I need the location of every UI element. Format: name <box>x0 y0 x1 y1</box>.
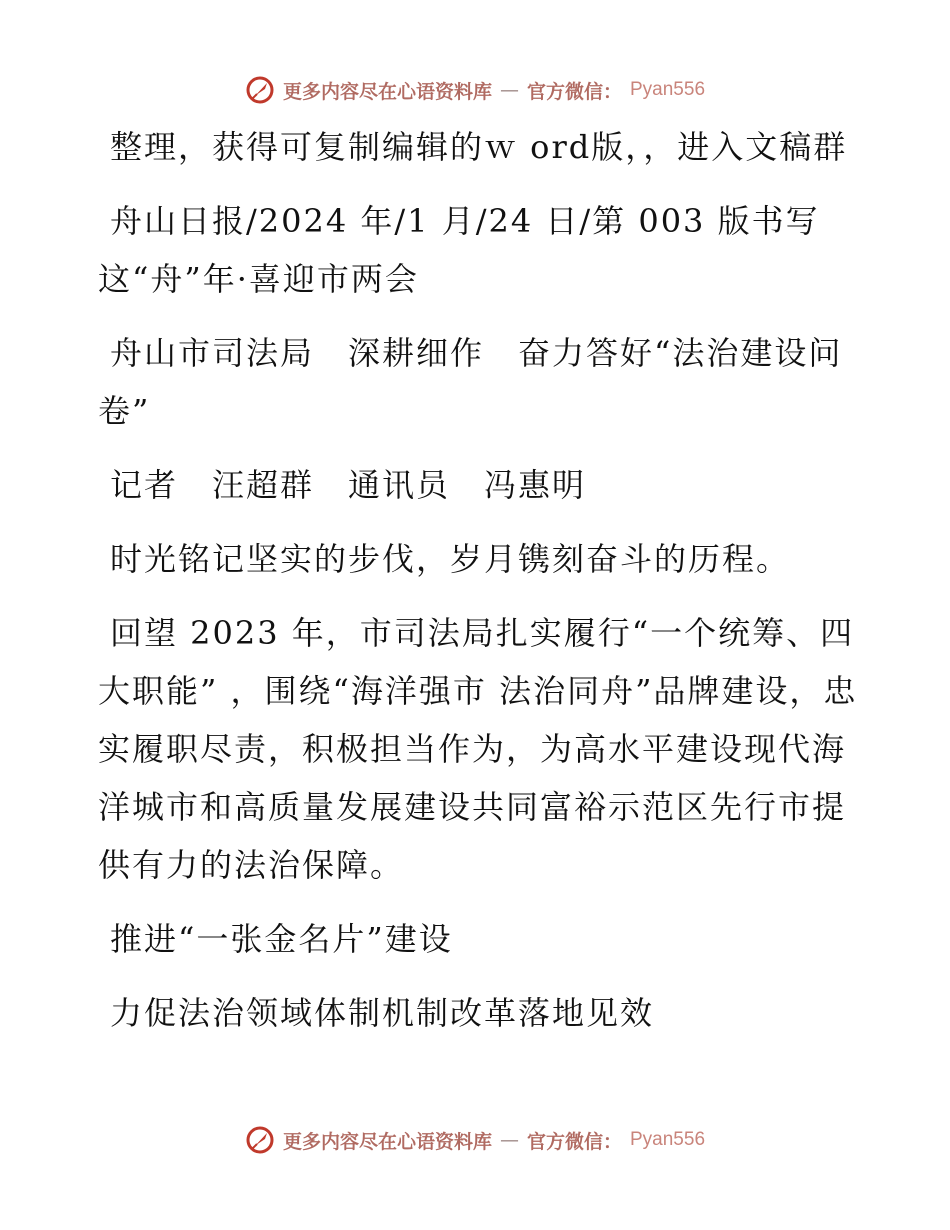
paragraph-subheading-2: 力促法治领域体制机制改革落地见效 <box>110 994 655 1032</box>
feather-quill-logo-icon <box>245 1125 275 1155</box>
banner-separator: — <box>499 1129 519 1151</box>
banner-main-text: 更多内容尽在心语资料库 <box>282 80 492 103</box>
document-body <box>98 118 858 1058</box>
paragraph-lead: 时光铭记坚实的步伐，岁月镌刻奋斗的历程。 <box>110 540 791 578</box>
paragraph-body: 回望 2023 年，市司法局扎实履行“一个统筹、四大职能” ，围绕“海洋强市 法治同舟”品牌建设，忠实履职尽责，积极担当作为，为高水平建设现代海洋城市和高质量发展建设共同富裕示范区先行市提供有力的法治保障。 <box>98 614 858 884</box>
banner-official-text: 官方微信： <box>526 1130 622 1153</box>
banner-wechat-id: Pyan556 <box>630 1129 706 1150</box>
banner-wechat-id: Pyan556 <box>630 79 706 100</box>
banner-main-text: 更多内容尽在心语资料库 <box>282 1130 492 1153</box>
paragraph-subheading: 推进“一张金名片”建设 <box>110 920 453 958</box>
footer-watermark-banner <box>0 1120 950 1160</box>
paragraph-byline: 记者 汪超群 通讯员 冯惠明 <box>110 466 587 504</box>
banner-official-text: 官方微信： <box>526 80 622 103</box>
feather-quill-logo-icon <box>245 75 275 105</box>
paragraph-headline: 舟山市司法局 深耕细作 奋力答好“法治建设问卷” <box>98 334 843 430</box>
header-watermark-banner <box>0 70 950 110</box>
paragraph-source-line: 舟山日报/2024 年/1 月/24 日/第 003 版书写这“舟”年·喜迎市两会 <box>98 202 820 298</box>
banner-separator: — <box>499 79 519 101</box>
paragraph-intro: 整理，获得可复制编辑的ｗ ord版，，进入文稿群 <box>110 128 848 166</box>
